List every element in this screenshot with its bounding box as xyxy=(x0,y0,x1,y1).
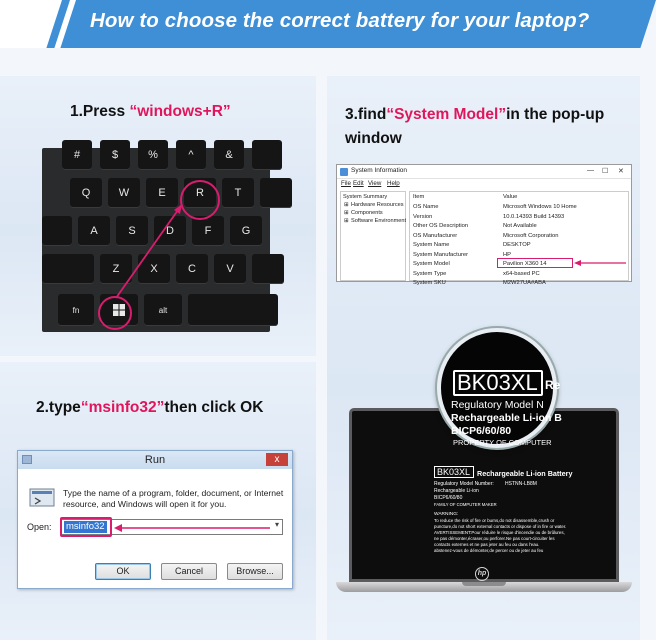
run-program-icon xyxy=(29,487,57,509)
sysinfo-menubar xyxy=(337,179,631,189)
label-warning-line: abstenez-vous de démonter,de percer ou de jeter au feu xyxy=(434,548,544,553)
run-dialog xyxy=(17,450,293,589)
table-row-value: Not Available xyxy=(503,223,537,229)
step1-prefix: 1.Press xyxy=(70,103,130,120)
close-icon[interactable]: ✕ xyxy=(618,168,624,175)
table-row-item: OS Name xyxy=(413,204,439,210)
key-r-label: R xyxy=(196,187,204,199)
run-titlebar xyxy=(18,451,292,469)
step3-suffix: in the pop-up xyxy=(506,106,605,123)
sysinfo-titlebar xyxy=(337,165,631,179)
key-s-label: S xyxy=(128,225,136,237)
pointer-arrow-icon xyxy=(574,258,630,268)
label-warning-line: contacts externes et ne pas jeter au feu ou dans l'eau. xyxy=(434,542,540,547)
magnified-rech: Rechargeable Li-ion B xyxy=(451,412,562,424)
table-row-item: System Manufacturer xyxy=(413,251,469,258)
key-c-label: C xyxy=(188,263,196,275)
step3-heading xyxy=(345,106,604,124)
tree-item-components[interactable]: Components xyxy=(351,210,383,216)
key-f-label: F xyxy=(204,225,212,237)
label-warning-line: AVERTISSEMENT:Pour réduire le risque d'incendie ou de brûlures, xyxy=(434,530,565,535)
step2-prefix: 2.type xyxy=(36,399,81,416)
key-alt-label: alt xyxy=(158,305,168,315)
label-rechargeable: Rechargeable Li-ion xyxy=(434,488,479,494)
magnified-re: Re xyxy=(545,378,561,392)
reg-model-label: Regulatory Model Number: xyxy=(434,481,494,487)
maximize-icon[interactable]: ☐ xyxy=(602,168,609,175)
tree-expand-icon[interactable]: ⊞ xyxy=(344,218,349,224)
run-title: Run xyxy=(144,454,166,466)
chevron-down-icon[interactable]: ▾ xyxy=(274,520,279,529)
table-row-value: M2W27UA#ABA xyxy=(503,280,546,286)
key-v-label: V xyxy=(226,263,234,275)
sysinfo-tree xyxy=(340,191,406,281)
key-g-label: G xyxy=(241,225,251,237)
minimize-icon[interactable]: — xyxy=(587,167,594,174)
label-cells: BICP6/60/80 xyxy=(434,495,463,501)
magnifier-lens xyxy=(437,328,562,448)
menu-file[interactable]: File xyxy=(341,180,351,187)
table-row-value: Microsoft Windows 10 Home xyxy=(503,204,577,210)
magnified-prop: PROPERTY OF COMPUTER xyxy=(453,438,552,447)
magnified-reg: Regulatory Model N xyxy=(451,399,544,411)
tree-item-hardware[interactable]: Hardware Resources xyxy=(351,202,404,208)
menu-edit[interactable]: Edit xyxy=(353,180,364,187)
key-e-label: E xyxy=(158,187,166,199)
input-highlight-box xyxy=(60,517,112,537)
step1-highlight: “windows+R” xyxy=(129,103,231,120)
column-header-item[interactable]: Item xyxy=(413,194,425,200)
key-z-label: Z xyxy=(112,263,120,275)
menu-view[interactable]: View xyxy=(368,180,382,187)
step2-suffix: then click OK xyxy=(164,399,264,416)
key-t-label: T xyxy=(234,187,242,199)
table-row-item: Version xyxy=(413,213,433,220)
key-7-label: & xyxy=(225,149,233,161)
label-warning: WARNING: xyxy=(434,512,459,517)
column-header-value[interactable]: Value xyxy=(503,194,518,200)
table-row-value: x64-based PC xyxy=(503,270,540,277)
table-row-value: 10.0.14393 Build 14393 xyxy=(503,213,565,220)
step3-highlight: “System Model” xyxy=(386,106,507,123)
key-5-label: % xyxy=(148,149,158,161)
close-button[interactable]: x xyxy=(266,453,288,466)
key-d-label: D xyxy=(166,225,174,237)
table-row-item: OS Manufacturer xyxy=(413,232,458,239)
step1-heading xyxy=(70,103,231,121)
table-row-value: HP xyxy=(503,251,512,258)
table-row-item: System Type xyxy=(413,270,447,277)
key-w-label: W xyxy=(118,187,130,199)
connector-arrow-icon xyxy=(42,148,270,332)
step3-prefix: 3.find xyxy=(345,106,387,123)
pointer-arrow-icon xyxy=(114,521,274,535)
key-q-label: Q xyxy=(81,187,91,199)
label-warning-line: ne pas démonter,écraser,ou perforer.Ne pas court-circuiter les xyxy=(434,536,555,541)
table-row-value: DESKTOP xyxy=(503,242,531,248)
table-row-value: Microsoft Corporation xyxy=(503,232,559,239)
table-row-item: System Name xyxy=(413,242,450,248)
key-3-label: # xyxy=(73,149,81,161)
tree-expand-icon[interactable]: ⊞ xyxy=(344,202,349,208)
magnified-cells: BICP6/60/80 xyxy=(451,425,512,437)
label-warning-line: puncture,do not short external contacts or dispose of in fire or water. xyxy=(434,524,567,529)
table-row-item: System SKU xyxy=(413,280,446,286)
step3-heading-line2: window xyxy=(345,130,402,147)
system-model-value: Pavilion X360 14 xyxy=(503,261,547,267)
battery-model-number: BK03XL xyxy=(437,467,471,477)
system-model-highlight-box xyxy=(497,258,573,268)
label-family: FAMILY OF COMPUTER MAKER xyxy=(434,502,497,507)
open-input-value[interactable]: msinfo32 xyxy=(66,521,105,532)
key-4-label: $ xyxy=(111,149,119,161)
ok-button[interactable]: OK xyxy=(95,563,151,580)
tree-item-software[interactable]: Software Environment xyxy=(351,218,407,224)
sysinfo-app-icon xyxy=(340,168,348,176)
step2-highlight: “msinfo32” xyxy=(80,399,165,416)
table-row-item: System Model xyxy=(413,261,450,267)
open-label: Open: xyxy=(27,522,52,532)
reg-model-value: HSTNN-LB8M xyxy=(505,481,537,487)
battery-title: Rechargeable Li-ion Battery xyxy=(477,469,573,478)
magnified-model-number: BK03XL xyxy=(457,370,538,395)
sysinfo-title: System Information xyxy=(351,167,407,174)
label-warning-line: To reduce the risk of fire or burns,do not disassemble,crush or xyxy=(434,518,555,523)
menu-help[interactable]: Help xyxy=(387,180,400,187)
run-description: Type the name of a program, folder, document, or Internet resource, and Windows will open it for you. xyxy=(63,488,284,509)
page-title: How to choose the correct battery for your laptop? xyxy=(90,9,590,32)
table-row-item: Other OS Description xyxy=(413,223,469,229)
tree-item-system-summary[interactable]: System Summary xyxy=(343,194,388,200)
key-6-label: ^ xyxy=(188,149,194,161)
tree-expand-icon[interactable]: ⊞ xyxy=(344,210,349,216)
hp-logo-icon: hp xyxy=(475,567,489,581)
cancel-button[interactable]: Cancel xyxy=(161,563,217,580)
header xyxy=(0,0,640,48)
browse-button[interactable]: Browse... xyxy=(227,563,283,580)
key-x-label: X xyxy=(150,263,158,275)
step2-heading xyxy=(36,399,263,417)
laptop-notch xyxy=(462,582,506,586)
key-fn-label: fn xyxy=(72,305,80,315)
key-a-label: A xyxy=(90,225,98,237)
